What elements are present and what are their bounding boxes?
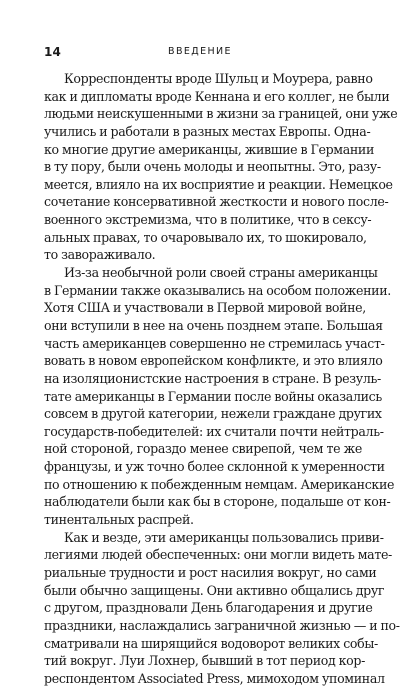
text-line: в ту пору, были очень молоды и неопытны. Это, разу- xyxy=(44,159,381,175)
text-line: сматривали на ширящийся водоворот великих собы- xyxy=(44,635,378,651)
text-line: с другом, праздновали День благодарения и другие xyxy=(44,600,373,616)
text-line: риальные трудности и рост насилия вокруг, но сами xyxy=(44,564,377,580)
text-line: Из-за необычной роли своей страны американцы xyxy=(64,265,378,281)
text-line: альных правах, то очаровывало их, то шокировало, xyxy=(44,229,367,245)
text-line: легиями людей обеспеченных: они могли видеть мате- xyxy=(44,547,392,563)
page-header xyxy=(44,44,356,60)
text-line: Корреспонденты вроде Шульц и Моурера, равно xyxy=(64,71,373,86)
paragraph xyxy=(44,529,400,687)
running-head: ВВЕДЕНИЕ xyxy=(168,46,232,57)
text-line: государств-победителей: их считали почти нейтраль- xyxy=(44,423,384,439)
text-line: людьми неискушенными в жизни за границей, они уже xyxy=(44,106,398,122)
text-line: военного экстремизма, что в политике, что в сексу- xyxy=(44,212,372,228)
page-number: 14 xyxy=(44,45,62,59)
text-line: сочетание консервативной жесткости и нового после- xyxy=(44,194,389,210)
text-line: совсем в другой категории, нежели граждане других xyxy=(44,406,382,422)
text-line: по отношению к побежденным немцам. Американские xyxy=(44,476,395,492)
text-line: Хотя США и участвовали в Первой мировой войне, xyxy=(44,300,366,316)
text-line: ной стороной, гораздо менее свирепой, чем те же xyxy=(44,441,362,457)
text-line: в Германии также оказывались на особом положении. xyxy=(44,282,391,298)
text-line: наблюдатели были как бы в стороне, подальше от кон- xyxy=(44,494,391,510)
text-line: то завораживало. xyxy=(44,247,156,263)
paragraph xyxy=(44,70,398,264)
text-line: тате американцы в Германии после войны оказались xyxy=(44,388,382,404)
paragraph xyxy=(44,264,395,529)
text-line: на изоляционистские настроения в стране. В резуль- xyxy=(44,370,381,386)
text-line: были обычно защищены. Они активно общались друг xyxy=(44,582,385,598)
text-line: учились и работали в разных местах Европы. Одна- xyxy=(44,123,371,139)
text-line: как и дипломаты вроде Кеннана и его коллег, не были xyxy=(44,88,390,104)
text-line: респондентом Associated Press, мимоходом упоминал xyxy=(44,670,385,686)
text-line: вовать в новом европейском конфликте, и это влияло xyxy=(44,353,383,369)
text-line: они вступили в нее на очень позднем этапе. Большая xyxy=(44,317,383,333)
text-line: меется, влияло на их восприятие и реакции. Немецкое xyxy=(44,176,393,192)
text-line: праздники, наслаждались заграничной жизнью — и по- xyxy=(44,617,400,633)
text-line: ко многие другие американцы, жившие в Германии xyxy=(44,141,375,157)
text-line: тинентальных распрей. xyxy=(44,512,194,528)
text-line: Как и везде, эти американцы пользовались приви- xyxy=(64,529,384,545)
body-text xyxy=(44,70,400,687)
text-line: тий вокруг. Луи Лохнер, бывший в тот период кор- xyxy=(44,653,366,669)
text-line: французы, и уж точно более склонной к умеренности xyxy=(44,459,385,475)
text-line: часть американцев совершенно не стремилась участ- xyxy=(44,335,385,351)
